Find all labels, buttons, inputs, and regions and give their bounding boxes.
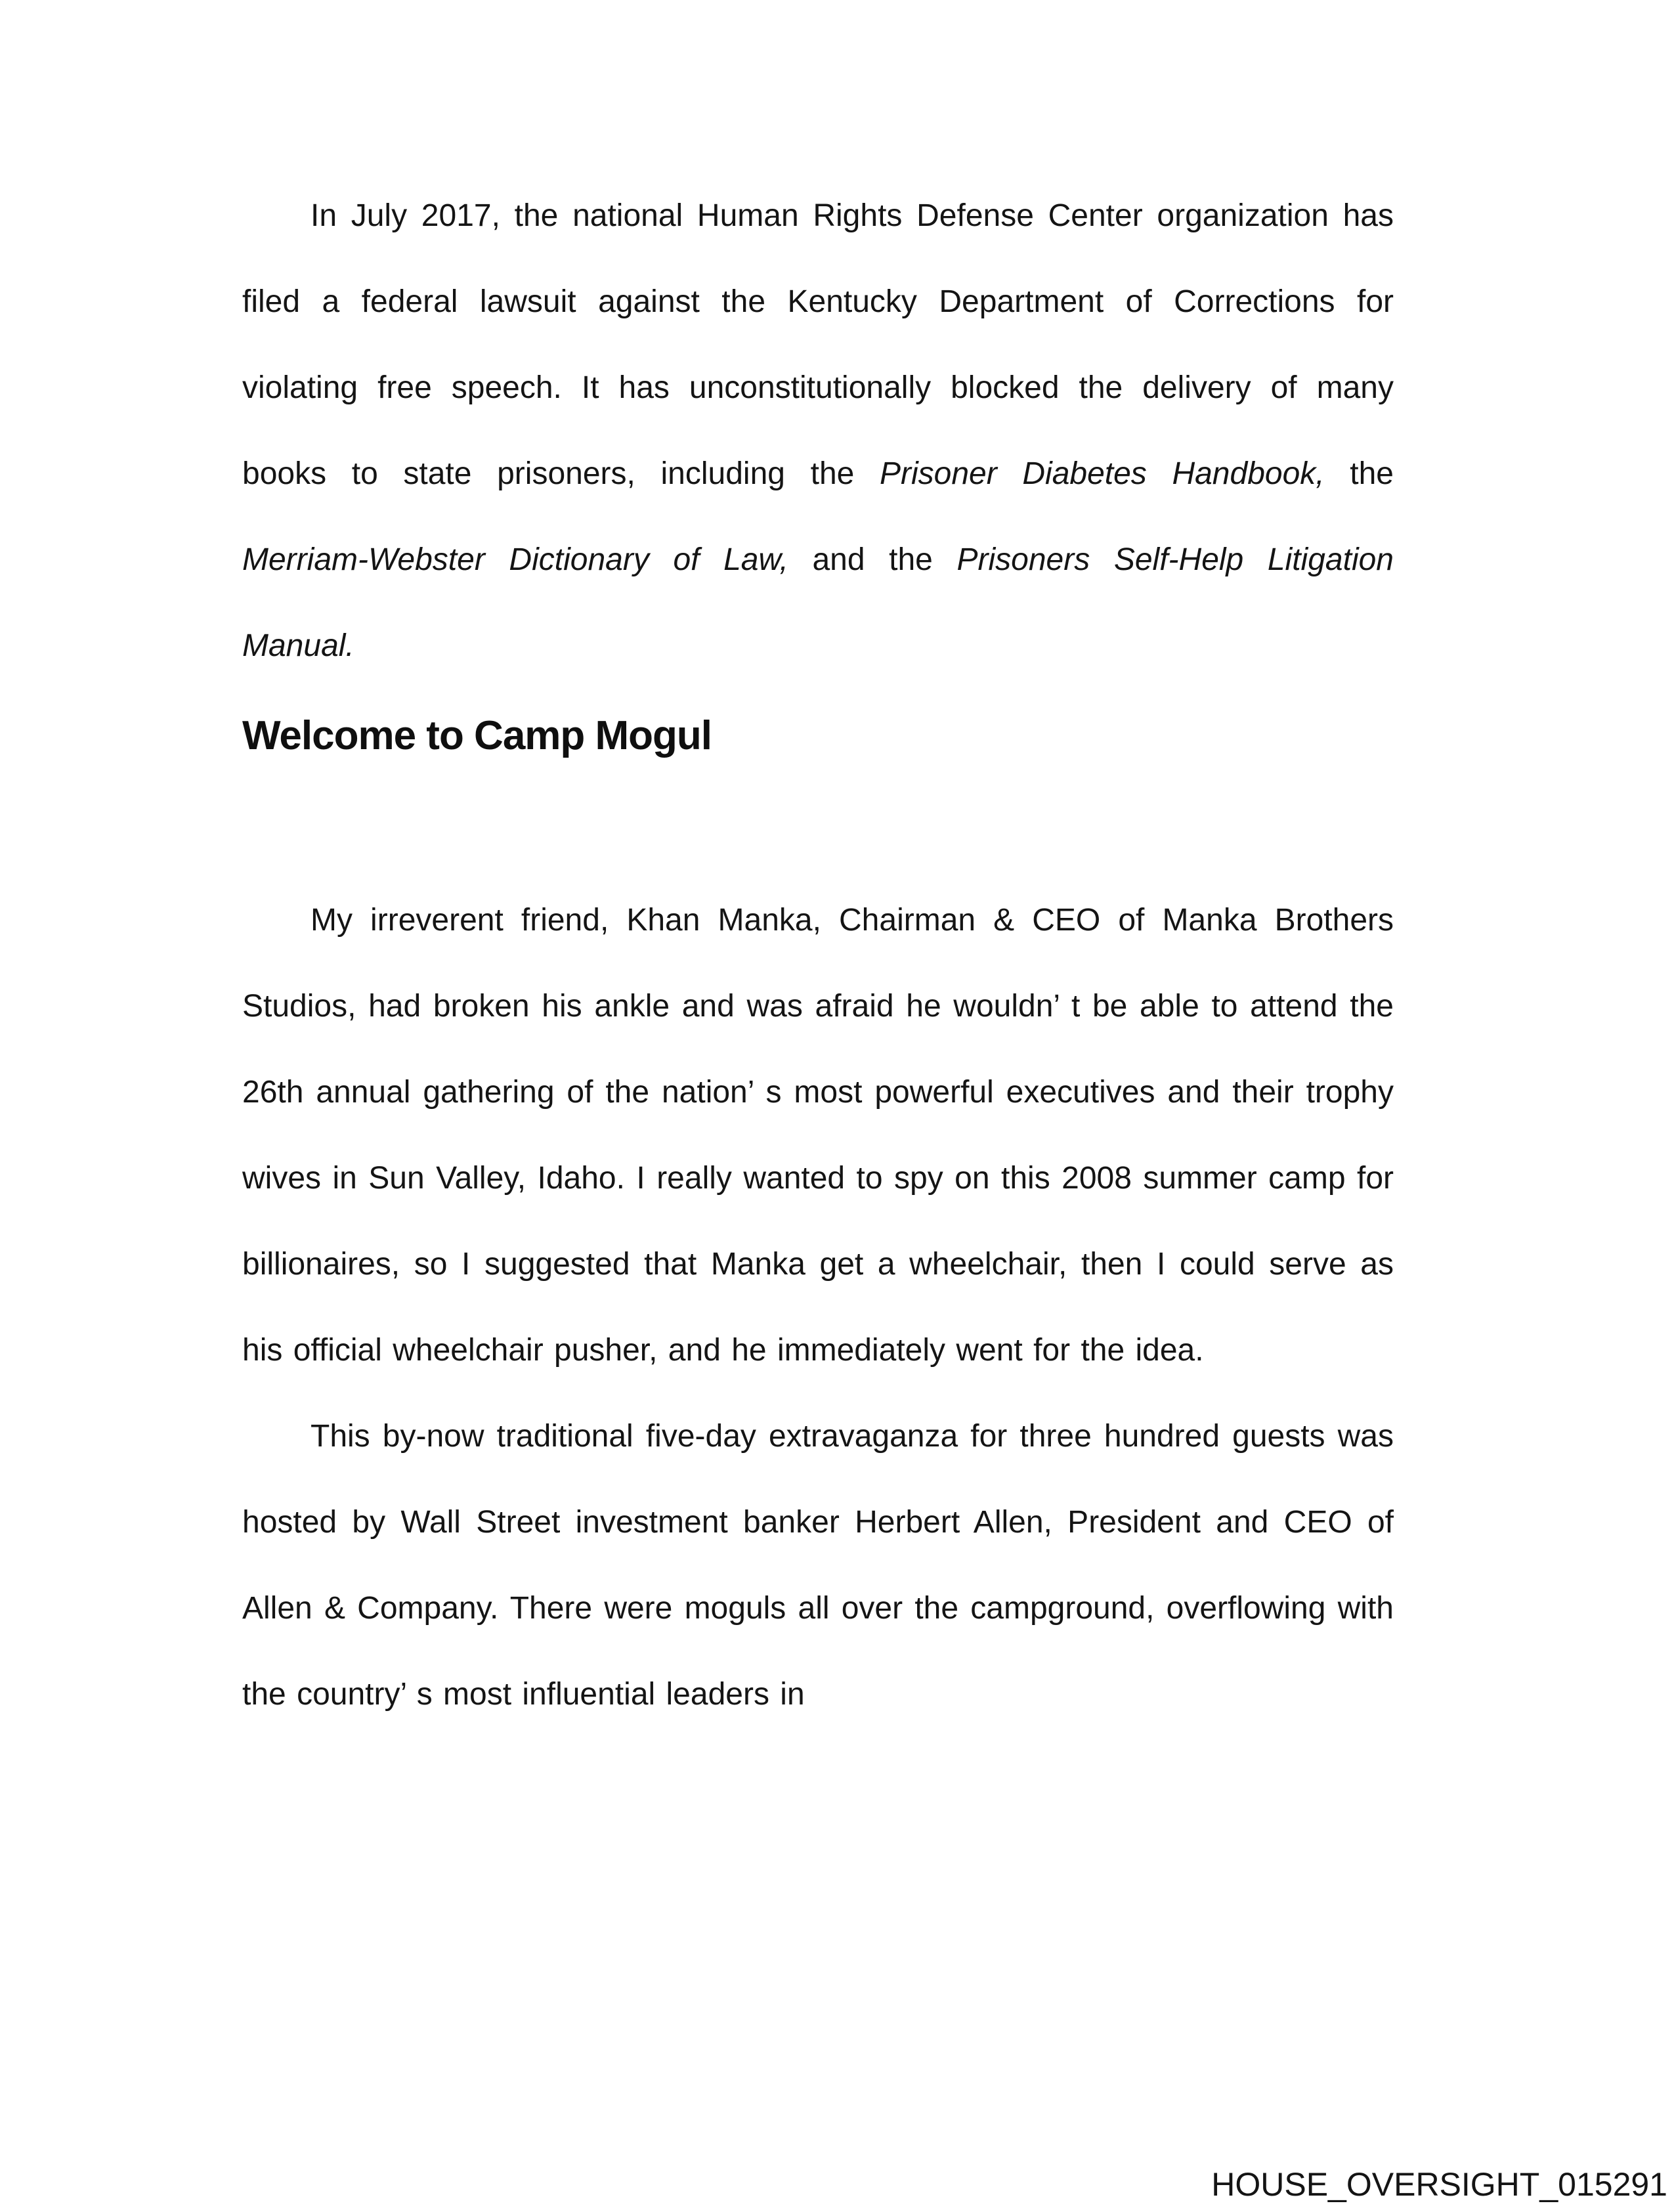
text-run: the [1324,456,1394,491]
paragraph-extravaganza [242,1393,1394,1737]
bates-number: HOUSE_OVERSIGHT_015291 [1211,2166,1667,2203]
book-title-italic: Prisoners Self-Help Litigation Manual. [242,542,1394,663]
text-run: In July 2017, the national Human Rights Defense Center organization has filed a federal lawsuit against the Kentucky Department of Corrections for violating free speech. It has unconstitutionally blocked the delivery of many books to state prisoners, including the [242,198,1394,491]
text-run: and the [788,542,957,577]
text-run: My irreverent friend, Khan Manka, Chairman & CEO of Manka Brothers Studios, had broken his ankle and was afraid he wouldn’ t be able to attend the 26th annual gathering of the nation’ s most powerful executives and their trophy wives in Sun Valley, Idaho. I really wanted to spy on this 2008 summer camp for billionaires, so I suggested that Manka get a wheelchair, then I could serve as his official wheelchair pusher, and he immediately went for the idea. [242,903,1394,1368]
book-title-italic: Merriam-Webster Dictionary of Law, [242,542,788,577]
paragraph-camp-intro [242,877,1394,1393]
book-title-italic: Prisoner Diabetes Handbook, [879,456,1325,491]
document-body [242,173,1394,1737]
paragraph-lawsuit [242,173,1394,689]
text-run: This by-now traditional five-day extravaganza for three hundred guests was hosted by Wall Street investment banker Herbert Allen, President and CEO of Allen & Company. There were moguls all over the campground, overflowing with the country’ s most influential leaders in [242,1419,1394,1712]
section-heading: Welcome to Camp Mogul [242,713,712,758]
